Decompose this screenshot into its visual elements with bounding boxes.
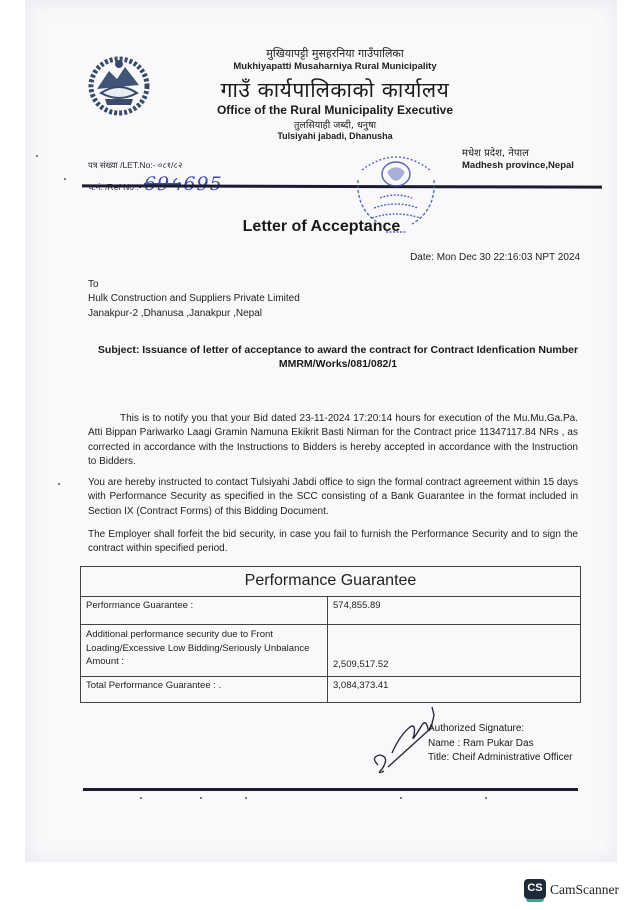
subject-line xyxy=(88,343,588,371)
location-en: Tulsiyahi jabadi, Dhanusha xyxy=(277,131,393,141)
office-name-np: गाउँ कार्यपालिकाको कार्यालय xyxy=(220,78,450,102)
table-row xyxy=(81,677,581,703)
municipality-name-np: मुखियापट्टी मुसहरनिया गाउँपालिका xyxy=(266,47,404,60)
row-label: Total Performance Guarantee : . xyxy=(81,677,328,703)
recipient-address: Janakpur-2 ,Dhanusa ,Janakpur ,Nepal xyxy=(88,307,262,319)
row-label: Additional performance security due to Front Loading/Excessive Low Bidding/Seriously Unbalance Amount : xyxy=(81,625,328,677)
table-row xyxy=(81,597,581,625)
subject-line-1: Subject: Issuance of letter of acceptance to award the contract for Contract Idenfication Number xyxy=(97,344,579,356)
scan-speck xyxy=(64,178,66,180)
paragraph-notification: This is to notify you that your Bid dated 23-11-2024 17:20:14 hours for execution of the Mu.Mu.Ga.Pa. Atti Bippan Pariwarko Laagi Gramin Namuna Ekikrit Basti Nirman for the Contract price 11347117.84 NRs , as corrected in accordance with the Instructions to Bidders is hereby accepted in accordance with the Instruction to Bidders. xyxy=(88,413,578,467)
letter-date: Date: Mon Dec 30 22:16:03 NPT 2024 xyxy=(410,252,580,263)
table-heading: Performance Guarantee xyxy=(81,567,581,597)
reference-number xyxy=(88,170,223,196)
letter-title: Letter of Acceptance xyxy=(242,218,401,235)
letter-number-value: ०८१/८२ xyxy=(157,160,183,170)
scan-speck xyxy=(200,797,202,799)
row-value: 3,084,373.41 xyxy=(328,677,581,703)
table-row xyxy=(81,625,581,677)
subject-line-2: MMRM/Works/081/082/1 xyxy=(278,358,398,370)
municipality-name-en: Mukhiyapatti Musaharniya Rural Municipality xyxy=(233,61,437,72)
row-label: Performance Guarantee : xyxy=(81,597,328,625)
signatory-title: Title: Cheif Administrative Officer xyxy=(428,752,573,763)
paragraph-instruction: You are hereby instructed to contact Tulsiyahi Jabdi office to sign the formal contract agreement within 15 days with Performance Security as specified in the SCC consisting of a Bank Guarantee in the format included in Section IX (Contract Forms) of this Bidding Document. xyxy=(88,477,578,517)
recipient-name: Hulk Construction and Suppliers Private Limited xyxy=(88,293,300,305)
recipient-block xyxy=(88,278,300,321)
row-value: 2,509,517.52 xyxy=(328,625,581,677)
location-np: तुलसियाही जब्दी, धनुषा xyxy=(293,120,377,131)
scan-speck xyxy=(245,797,247,799)
province-en: Madhesh province,Nepal xyxy=(462,160,574,171)
nepal-emblem-icon xyxy=(87,55,151,117)
scan-speck xyxy=(58,483,60,485)
signatory-name: Name : Ram Pukar Das xyxy=(428,737,534,749)
scan-speck xyxy=(485,797,487,799)
scan-speck xyxy=(140,797,142,799)
performance-guarantee-table xyxy=(80,566,581,703)
camscanner-brand: CamScanner xyxy=(550,882,619,897)
signature-block xyxy=(428,722,573,766)
scan-speck xyxy=(36,155,38,157)
paragraph-forfeit: The Employer shall forfeit the bid security, in case you fail to furnish the Performance Security and to sign the contract within specified period. xyxy=(88,529,578,555)
footer-divider xyxy=(83,788,578,791)
recipient-to: To xyxy=(88,279,99,290)
office-name-en: Office of the Rural Municipality Executive xyxy=(216,103,454,117)
province-np: मधेश प्रदेश, नेपाल xyxy=(462,148,529,159)
authorized-signature-label: Authorized Signature: xyxy=(428,723,525,734)
scan-speck xyxy=(400,797,402,799)
camscanner-logo-icon: CS xyxy=(524,879,546,899)
letter-number-label: पत्र संख्या /LET.No:- xyxy=(88,160,156,170)
row-value: 574,855.89 xyxy=(328,597,581,625)
